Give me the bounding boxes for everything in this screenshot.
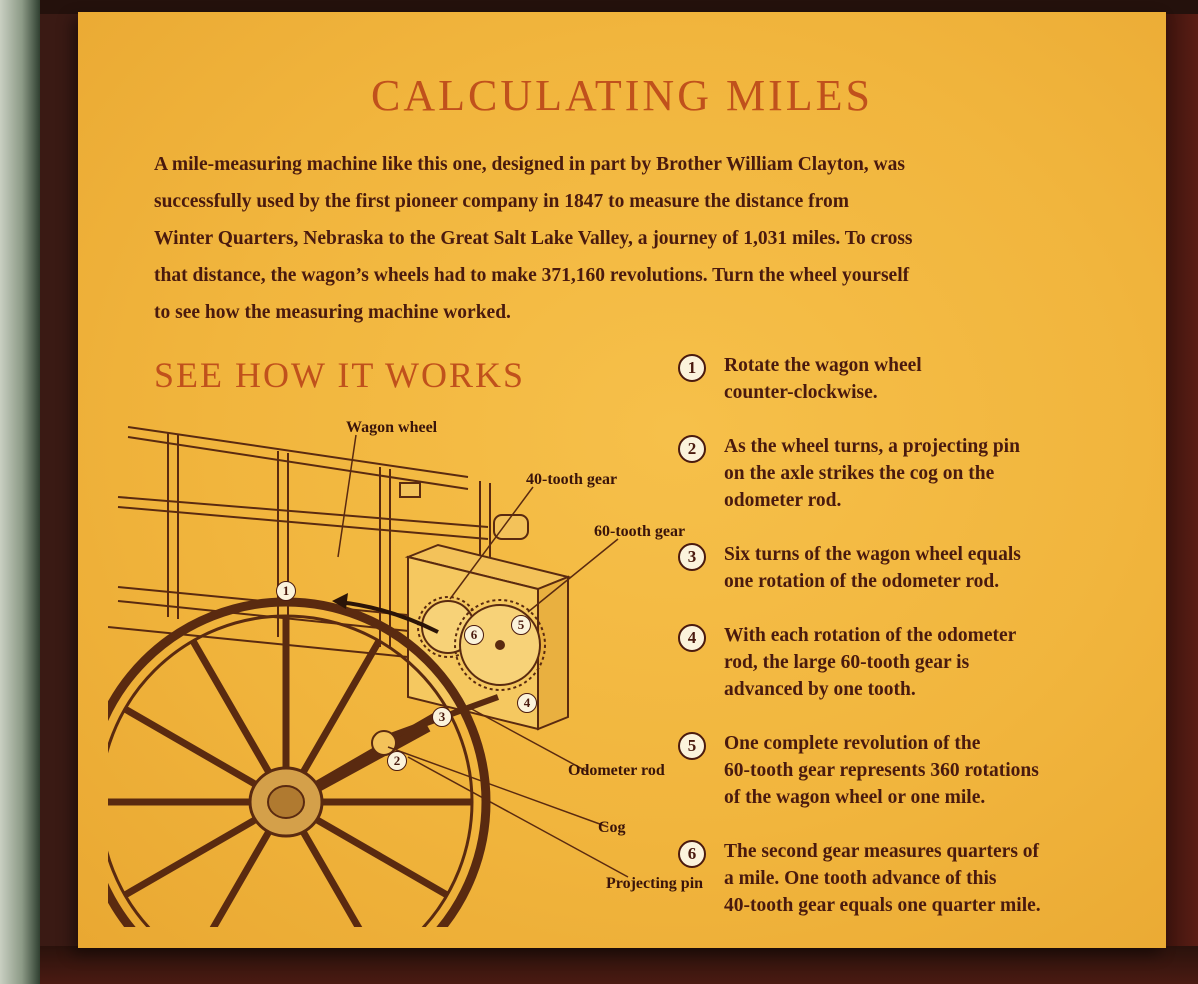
step-text [724, 541, 1144, 595]
intro-line: Winter Quarters, Nebraska to the Great Salt Lake Valley, a journey of 1,031 miles. To cross [154, 228, 913, 249]
step-line: As the wheel turns, a projecting pin [724, 436, 1020, 457]
step-line: counter-clockwise. [724, 382, 878, 403]
label-projecting-pin: Projecting pin [606, 875, 704, 892]
label-wagon-wheel: Wagon wheel [346, 419, 438, 436]
step-line: With each rotation of the odometer [724, 625, 1017, 646]
sign-title: CALCULATING MILES [371, 71, 873, 120]
leader-wagon-wheel [338, 435, 356, 557]
gear-60-hub [496, 641, 504, 649]
step-text [724, 730, 1144, 811]
wall-bottom [40, 946, 1198, 984]
step-line: 40-tooth gear equals one quarter mile. [724, 895, 1041, 916]
step-text [724, 352, 1144, 406]
intro-line: A mile-measuring machine like this one, designed in part by Brother William Clayton, was [154, 154, 905, 175]
step-line: The second gear measures quarters of [724, 841, 1040, 862]
diagram-badge-4: 4 [517, 693, 537, 713]
wheel-hub-center [268, 786, 304, 818]
step-line: Rotate the wagon wheel [724, 355, 922, 376]
section-heading: SEE HOW IT WORKS [154, 355, 526, 395]
wagon-block [400, 483, 420, 497]
diagram-badge-6: 6 [464, 625, 484, 645]
step-number: 2 [678, 435, 706, 463]
step-line: of the wagon wheel or one mile. [724, 787, 986, 808]
step-number: 3 [678, 543, 706, 571]
diagram-badge-2: 2 [387, 751, 407, 771]
diagram-badge-3: 3 [432, 707, 452, 727]
intro-paragraph [154, 146, 1074, 331]
step-text [724, 838, 1144, 919]
step-number: 5 [678, 732, 706, 760]
wagon-block [494, 515, 528, 539]
label-60-tooth-gear: 60-tooth gear [594, 523, 686, 540]
step-line: rod, the large 60-tooth gear is [724, 652, 970, 673]
sign-panel [78, 12, 1166, 948]
axle [318, 727, 428, 787]
diagram-badge-5: 5 [511, 615, 531, 635]
step-line: advanced by one tooth. [724, 679, 916, 700]
wagon-diagram [108, 407, 704, 932]
label-40-tooth-gear: 40-tooth gear [526, 471, 618, 488]
step-number: 4 [678, 624, 706, 652]
wall-left [0, 0, 40, 984]
step-line: One complete revolution of the [724, 733, 981, 754]
diagram-badge-1: 1 [276, 581, 296, 601]
label-odometer-rod: Odometer rod [568, 762, 665, 779]
step-number: 1 [678, 354, 706, 382]
step-line: one rotation of the odometer rod. [724, 571, 1000, 592]
step-text [724, 622, 1144, 703]
intro-line: successfully used by the first pioneer company in 1847 to measure the distance from [154, 191, 849, 212]
step-line: a mile. One tooth advance of this [724, 868, 997, 889]
label-cog: Cog [598, 819, 626, 836]
intro-line: that distance, the wagon’s wheels had to make 371,160 revolutions. Turn the wheel yourself [154, 265, 910, 286]
intro-line: to see how the measuring machine worked. [154, 302, 511, 323]
step-line: Six turns of the wagon wheel equals [724, 544, 1021, 565]
step-line: on the axle strikes the cog on the [724, 463, 995, 484]
step-line: 60-tooth gear represents 360 rotations [724, 760, 1039, 781]
wall-right [1162, 14, 1198, 984]
leader-cog [388, 747, 608, 827]
step-number: 6 [678, 840, 706, 868]
step-text [724, 433, 1144, 514]
step-line: odometer rod. [724, 490, 842, 511]
